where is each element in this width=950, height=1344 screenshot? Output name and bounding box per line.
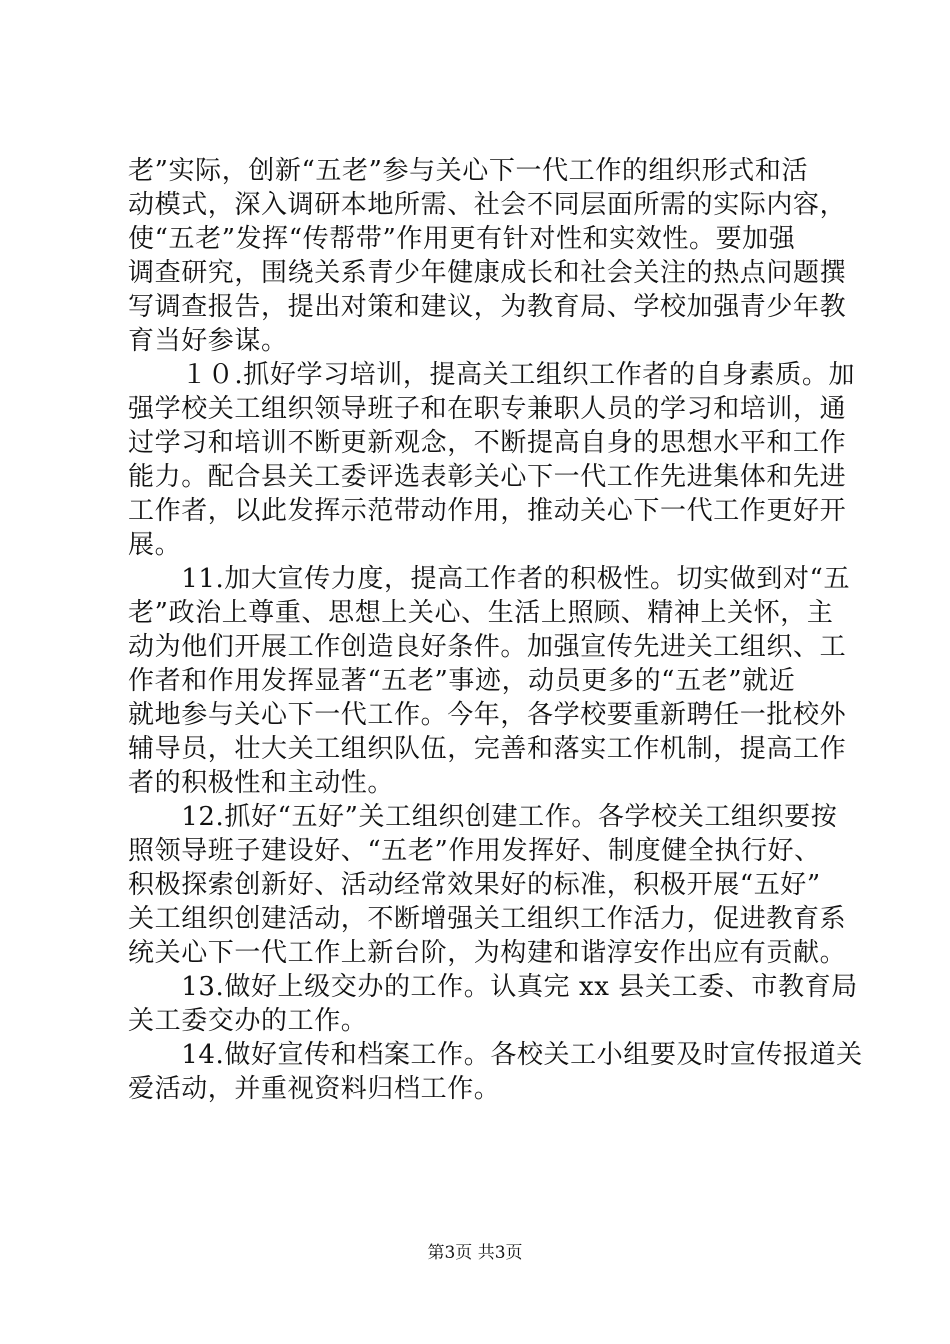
text-line: 育当好参谋。 xyxy=(128,326,288,356)
text-line: 能力。配合县关工委评选表彰关心下一代工作先进集体和先进 xyxy=(128,462,847,492)
text-line: 就地参与关心下一代工作。今年，各学校要重新聘任一批校外 xyxy=(128,700,847,730)
text-line: １０.抓好学习培训，提高关工组织工作者的自身素质。加 xyxy=(128,360,856,390)
page-number-footer: 第3页 共3页 xyxy=(427,1243,523,1263)
text-line: 14.做好宣传和档案工作。各校关工小组要及时宣传报道关 xyxy=(128,1040,863,1070)
text-line: 强学校关工组织领导班子和在职专兼职人员的学习和培训，通 xyxy=(128,394,847,424)
text-line: 写调查报告，提出对策和建议，为教育局、学校加强青少年教 xyxy=(128,292,847,322)
text-line: 动模式，深入调研本地所需、社会不同层面所需的实际内容， xyxy=(128,190,847,220)
text-line: 使“五老”发挥“传帮带”作用更有针对性和实效性。要加强 xyxy=(128,224,796,254)
text-line: 动为他们开展工作创造良好条件。加强宣传先进关工组织、工 xyxy=(128,632,847,662)
text-line: 展。 xyxy=(128,530,182,560)
text-line: 11.加大宣传力度，提高工作者的积极性。切实做到对“五 xyxy=(128,564,851,594)
text-line: 调查研究，围绕关系青少年健康成长和社会关注的热点问题撰 xyxy=(128,258,847,288)
text-line: 老”政治上尊重、思想上关心、生活上照顾、精神上关怀，主 xyxy=(128,598,834,628)
text-line: 作者和作用发挥显著“五老”事迹，动员更多的“五老”就近 xyxy=(128,666,796,696)
text-line: 工作者，以此发挥示范带动作用，推动关心下一代工作更好开 xyxy=(128,496,847,526)
text-line: 辅导员，壮大关工组织队伍，完善和落实工作机制，提高工作 xyxy=(128,734,847,764)
text-line: 者的积极性和主动性。 xyxy=(128,768,395,798)
text-line: 12.抓好“五好”关工组织创建工作。各学校关工组织要按 xyxy=(128,802,838,832)
text-line: 爱活动，并重视资料归档工作。 xyxy=(128,1074,501,1104)
text-line: 老”实际，创新“五老”参与关心下一代工作的组织形式和活 xyxy=(128,156,809,186)
text-line: 照领导班子建设好、“五老”作用发挥好、制度健全执行好、 xyxy=(128,836,821,866)
text-line: 积极探索创新好、活动经常效果好的标准，积极开展“五好” xyxy=(128,870,821,900)
text-line: 13.做好上级交办的工作。认真完 xx 县关工委、市教育局 xyxy=(128,972,858,1002)
document-body xyxy=(128,154,863,1106)
text-line: 关工组织创建活动，不断增强关工组织工作活力，促进教育系 xyxy=(128,904,847,934)
text-line: 统关心下一代工作上新台阶，为构建和谐淳安作出应有贡献。 xyxy=(128,938,847,968)
text-line: 关工委交办的工作。 xyxy=(128,1006,368,1036)
text-line: 过学习和培训不断更新观念，不断提高自身的思想水平和工作 xyxy=(128,428,847,458)
